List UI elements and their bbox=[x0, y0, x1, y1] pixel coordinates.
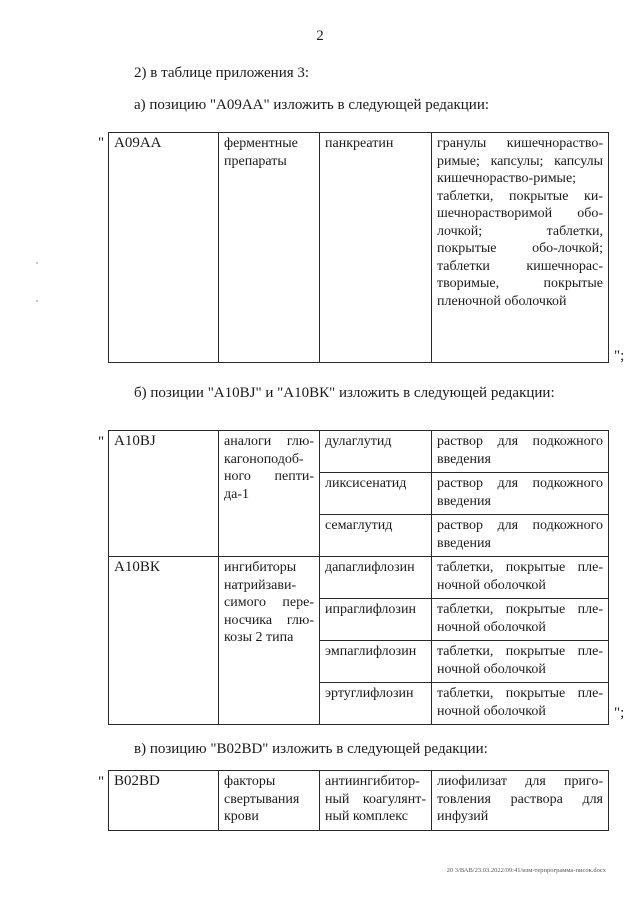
scan-speck bbox=[36, 300, 38, 302]
pharm-group: факторы свертывания крови bbox=[219, 771, 320, 831]
substance-name: эмпаглифлозин bbox=[320, 641, 432, 683]
pharm-group: ингибиторы натрийзави-симого пере-носчика глю-козы 2 типа bbox=[219, 557, 320, 725]
substance-name: антиингибитор-ный коагулянт-ный комплекс bbox=[320, 771, 432, 831]
atc-code: А09АА bbox=[114, 135, 162, 151]
dosage-form: таблетки, покрытые пле-ночной оболочкой bbox=[432, 557, 609, 599]
atc-code: В02BD bbox=[114, 773, 160, 789]
section-c-heading: в) позицию "В02BD" изложить в следующей редакции: bbox=[134, 741, 488, 757]
dosage-forms: гранулы кишечнораство-римые; капсулы; капсулы кишечнораство-римые; таблетки, покрытые ки-шечнорастворимой обо-лочкой; таблетки, покрытые обо-лочкой; таблетки кишечнорас-творимые, покрытые пленочной оболочкой bbox=[432, 133, 609, 363]
dosage-form: раствор для подкожного введения bbox=[432, 431, 609, 473]
table-row bbox=[109, 771, 609, 831]
table-row bbox=[109, 133, 609, 363]
table-row bbox=[109, 431, 609, 473]
section-b-open-quote: " bbox=[98, 434, 105, 450]
substance-name: эртуглифлозин bbox=[320, 683, 432, 725]
dosage-form: раствор для подкожного введения bbox=[432, 473, 609, 515]
section-b-table bbox=[108, 430, 609, 725]
atc-code: А10BJ bbox=[114, 433, 156, 449]
dosage-forms: лиофилизат для приго-товления раствора для инфузий bbox=[432, 771, 609, 831]
section-c-table bbox=[108, 770, 609, 831]
atc-code: А10ВК bbox=[114, 559, 160, 575]
substance-name: дулаглутид bbox=[320, 431, 432, 473]
pharm-group: аналоги глю-кагоноподоб-ного пепти-да-1 bbox=[219, 431, 320, 557]
intro-text: 2) в таблице приложения 3: bbox=[134, 65, 310, 81]
substance-name: дапаглифлозин bbox=[320, 557, 432, 599]
section-c-open-quote: " bbox=[98, 774, 105, 790]
section-a-open-quote: " bbox=[98, 135, 105, 151]
dosage-form: раствор для подкожного введения bbox=[432, 515, 609, 557]
scan-speck bbox=[36, 262, 38, 264]
dosage-form: таблетки, покрытые пле-ночной оболочкой bbox=[432, 599, 609, 641]
section-a-table bbox=[108, 132, 609, 363]
substance-name: ипраглифлозин bbox=[320, 599, 432, 641]
section-a-close-quote: "; bbox=[614, 348, 625, 364]
substance-name: семаглутид bbox=[320, 515, 432, 557]
dosage-form: таблетки, покрытые пле-ночной оболочкой bbox=[432, 641, 609, 683]
table-row bbox=[109, 557, 609, 599]
pharm-group: ферментные препараты bbox=[219, 133, 320, 363]
page-number: 2 bbox=[316, 28, 324, 44]
substance-name: ликсисенатид bbox=[320, 473, 432, 515]
document-footer: 20 3/ВАВ/23.03.2022/09:41/изм-терпрограмма-писок.docx bbox=[446, 867, 606, 874]
substance-name: панкреатин bbox=[320, 133, 432, 363]
dosage-form: таблетки, покрытые пле-ночной оболочкой bbox=[432, 683, 609, 725]
section-b-close-quote: "; bbox=[614, 705, 625, 721]
section-b-heading: б) позиции "А10BJ" и "А10ВК" изложить в следующей редакции: bbox=[134, 385, 555, 401]
section-a-heading: а) позицию "А09АА" изложить в следующей редакции: bbox=[134, 97, 490, 113]
